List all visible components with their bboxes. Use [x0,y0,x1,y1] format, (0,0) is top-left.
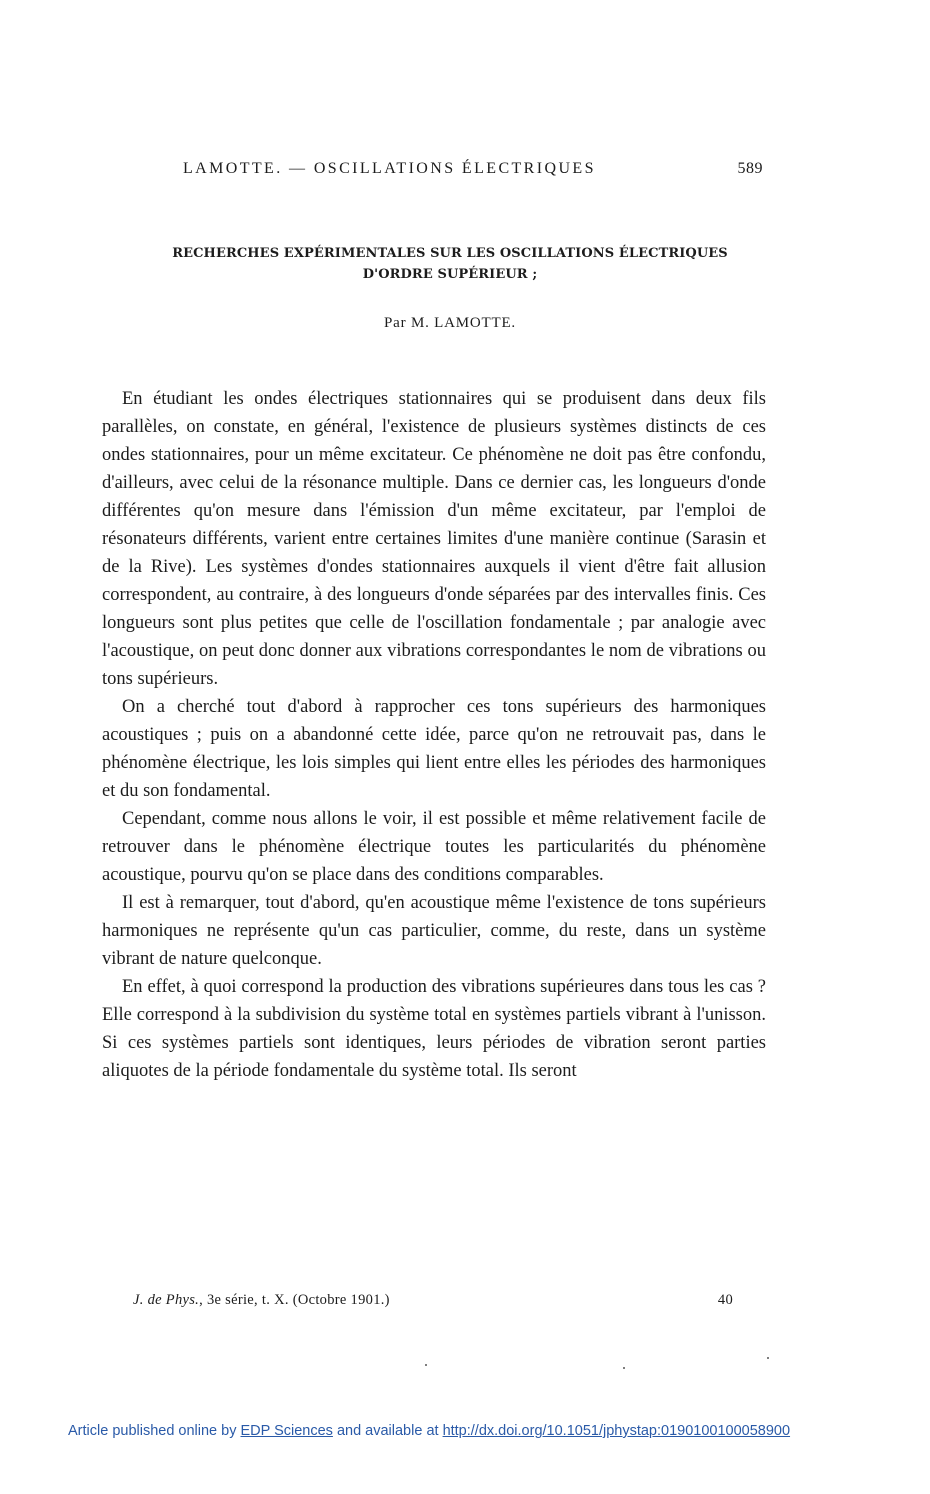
publisher-link[interactable]: EDP Sciences [240,1423,333,1439]
body-paragraph-1: En étudiant les ondes électriques stationnaires qui se produisent dans deux fils parallèles, on constate, en général, l'existence de plusieurs systèmes distincts de ces ondes stationnaires, pour un même excitateur. Ce phénomène ne doit pas être confondu, d'ailleurs, avec celui de la résonance multiple. Dans ce dernier cas, les longueurs d'onde différentes qu'on mesure dans l'émission d'un même excitateur, par l'emploi de résonateurs différents, varient entre certaines limites d'une manière continue (Sarasin et de la Rive). Les systèmes d'ondes stationnaires auxquels il vient d'être fait allusion correspondent, au contraire, à des longueurs d'onde séparées par des intervalles finis. Ces longueurs sont plus petites que celle de l'oscillation fondamentale ; par analogie avec l'acoustique, on peut donc donner aux vibrations correspondantes le nom de vibrations ou tons supérieurs. [102,389,766,689]
article-title [100,243,800,285]
body-paragraph-3: Cependant, comme nous allons le voir, il est possible et même relativement facile de retrouver dans le phénomène électrique toutes les particularités du phénomène acoustique, pourvu qu'on se place dans des conditions comparables. [102,809,766,885]
body-paragraph-4: Il est à remarquer, tout d'abord, qu'en acoustique même l'existence de tons supérieurs harmoniques ne représente qu'un cas particulier, comme, du reste, dans un système vibrant de nature quelconque. [102,893,766,969]
scan-speck [623,1367,625,1369]
running-head [183,160,763,178]
scan-speck [767,1357,769,1359]
body-paragraph-5: En effet, à quoi correspond la production des vibrations supérieures dans tous les cas ? Elle correspond à la subdivision du système total en systèmes partiels vibrant à l'unisson. Si ces systèmes partiels sont identiques, leurs périodes de vibration seront parties aliquotes de la période fondamentale du système total. Ils seront [102,977,766,1081]
article-title-line-1: RECHERCHES EXPÉRIMENTALES SUR LES OSCILLATIONS ÉLECTRIQUES [172,246,728,261]
citation-details: , 3e série, t. X. (Octobre 1901.) [199,1292,390,1308]
banner-middle: and available at [336,1423,439,1439]
banner-prefix: Article published online by [68,1423,237,1439]
sheet-number: 40 [717,1292,733,1308]
body-paragraph-2: On a cherché tout d'abord à rapprocher ces tons supérieurs des harmoniques acoustiques ; puis on a abandonné cette idée, parce qu'on ne retrouvait pas, dans le phénomène électrique, les lois simples qui lient entre elles les périodes des harmoniques et du son fondamental. [102,697,766,801]
citation-journal: J. de Phys. [133,1292,200,1308]
article-body [102,385,766,1085]
scan-speck [425,1364,427,1366]
running-title: LAMOTTE. — OSCILLATIONS ÉLECTRIQUES [183,160,596,177]
publisher-banner [68,1423,868,1439]
article-title-line-2: D'ORDRE SUPÉRIEUR ; [362,267,538,282]
author-byline: Par M. LAMOTTE. [384,315,516,331]
journal-citation-footer [133,1292,733,1309]
page-number: 589 [737,160,763,177]
doi-link[interactable]: http://dx.doi.org/10.1051/jphystap:0190100100058900 [442,1423,791,1439]
